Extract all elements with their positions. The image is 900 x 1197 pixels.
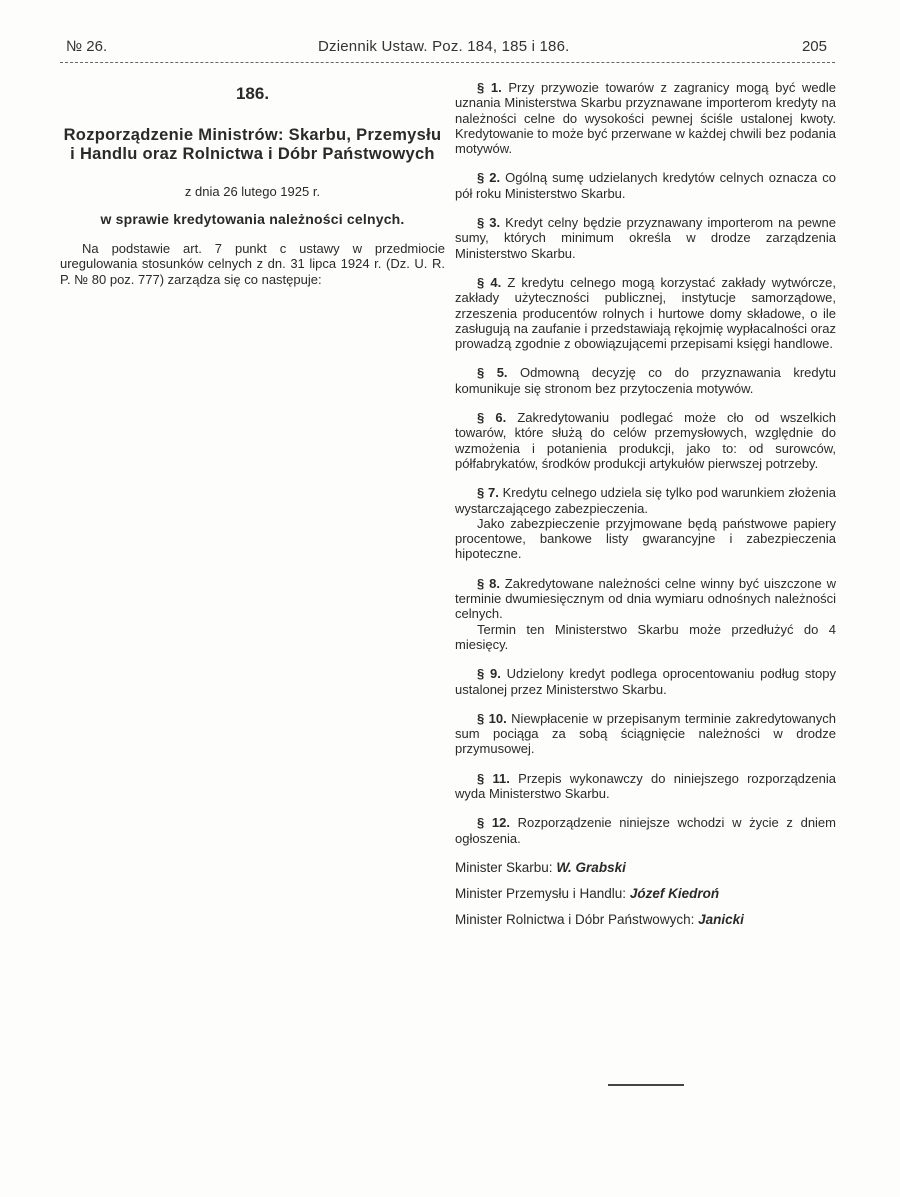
signature-industry: Minister Przemysłu i Handlu: Józef Kiedroń — [455, 885, 720, 901]
signature-finance: Minister Skarbu: W. Grabski — [455, 859, 626, 875]
act-subject: w sprawie kredytowania należności celnych. — [100, 211, 405, 227]
section-8: § 8. Zakredytowane należności celne winny być uiszczone w terminie dwumiesięcznym od dnia wymiaru odnośnych należności celnych. Termin ten Ministerstwo Skarbu może przedłużyć do 4 miesięcy. — [455, 575, 836, 652]
section-6: § 6. Zakredytowaniu podlegać może cło od wszelkich towarów, które służą do celów przemysłowych, względnie do wzmożenia i potanienia produkcji, jako to: od surowców, półfabrykatów, środków produkcji artykułów pierwszej potrzeby. — [455, 410, 836, 471]
section-1: § 1. Przy przywozie towarów z zagranicy mogą być wedle uznania Ministerstwa Skarbu przyznawane importerom kredyty na należności celne do wysokości pewnej ściśle ustalonej kwoty. Kredytowanie to może być przerwane w każdej chwili bez podania motywów. — [455, 80, 836, 157]
end-rule — [608, 1084, 684, 1086]
issue-number: № 26. — [66, 38, 108, 55]
page-header — [60, 36, 835, 64]
act-date: z dnia 26 lutego 1925 r. — [184, 184, 321, 199]
section-11: § 11. Przepis wykonawczy do niniejszego rozporządzenia wyda Ministerstwo Skarbu. — [455, 770, 836, 801]
act-title: Rozporządzenie Ministrów: Skarbu, Przemysłu i Handlu oraz Rolnictwa i Dóbr Państwowych — [63, 126, 442, 163]
section-7: § 7. Kredytu celnego udziela się tylko pod warunkiem złożenia wystarczającego zabezpieczenia. Jako zabezpieczenie przyjmowane będą państwowe papiery procentowe, bankowe listy gwarancyjne i zabezpieczenia hipoteczne. — [455, 485, 836, 562]
page-number: 205 — [801, 38, 827, 55]
preamble: Na podstawie art. 7 punkt c ustawy w przedmiocie uregulowania stosunków celnych z dn. 31 lipca 1924 r. (Dz. U. R. P. № 80 poz. 777) zarządza się co następuje: — [60, 241, 445, 287]
section-2: § 2. Ogólną sumę udzielanych kredytów celnych oznacza co pół roku Ministerstwo Skarbu. — [455, 170, 836, 201]
journal-title: Dziennik Ustaw. Poz. 184, 185 i 186. — [318, 38, 570, 55]
signature-agriculture: Minister Rolnictwa i Dóbr Państwowych: Janicki — [455, 911, 744, 927]
section-4: § 4. Z kredytu celnego mogą korzystać zakłady wytwórcze, zakłady użyteczności publicznej, instytucje samorządowe, zrzeszenia producentów rolnych i hurtowe domy składowe, o ile zasługują na zaufanie i przedstawiają rękojmię wypłacalności oraz prowadzą zgodnie z obowiązującemi przepisami księgi handlowe. — [455, 274, 836, 352]
section-3: § 3. Kredyt celny będzie przyznawany importerom na pewne sumy, których minimum określa w drodze zarządzenia Ministerstwo Skarbu. — [455, 215, 836, 261]
header-rule — [60, 62, 835, 63]
right-column — [455, 80, 836, 938]
left-column — [60, 84, 445, 287]
act-number: 186. — [235, 84, 270, 103]
section-12: § 12. Rozporządzenie niniejsze wchodzi w życie z dniem ogłoszenia. — [455, 815, 836, 846]
section-10: § 10. Niewpłacenie w przepisanym terminie zakredytowanych sum pociąga za sobą ściągnięcie należności w drodze przymusowej. — [455, 710, 836, 757]
section-9: § 9. Udzielony kredyt podlega oprocentowaniu podług stopy ustalonej przez Ministerstwo Skarbu. — [455, 666, 836, 697]
section-5: § 5. Odmowną decyzję co do przyznawania kredytu komunikuje się stronom bez przytoczenia motywów. — [455, 365, 836, 396]
